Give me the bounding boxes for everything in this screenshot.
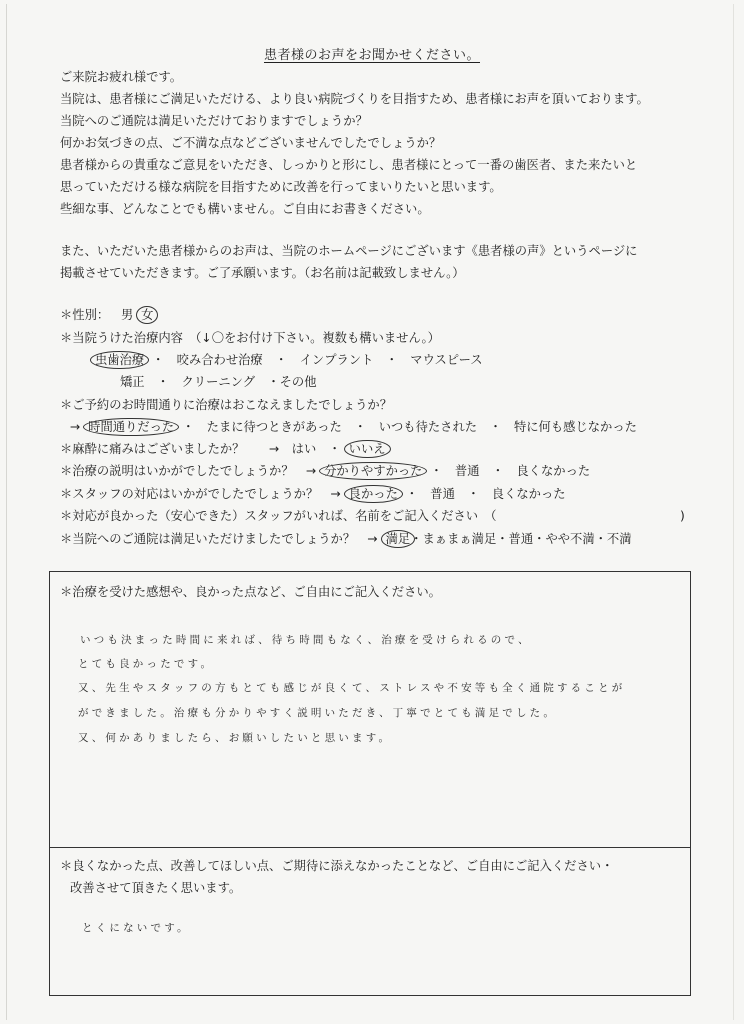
option-on-time-circled[interactable]: 時間通りだった: [83, 418, 179, 436]
intro-line: 何かお気づきの点、ご不満な点などございませんでしたでしょうか？: [60, 136, 442, 150]
handwritten-line: 又、先生やスタッフの方もとても感じが良くて、ストレスや不安等も全く通院することが: [78, 682, 626, 694]
intro-line: 些細な事、どんなことでも構いません。ご自由にお書きください。: [60, 202, 430, 216]
time-options: [70, 421, 637, 433]
arrow: →: [70, 420, 81, 434]
option-cavity-treatment-circled[interactable]: 虫歯治療: [90, 351, 149, 369]
question-time-label: ＊ご予約のお時間通りに治療はおこなえましたでしょうか？: [60, 398, 393, 412]
notice-line: また、いただいた患者様からのお声は、当院のホームページにございます《患者様の声》というページに: [60, 244, 638, 258]
improvements-box-title: ＊良くなかった点、改善してほしい点、ご期待に添えなかったことなど、ご自由にご記入ください・: [60, 859, 614, 873]
handwritten-line: 又、何かありましたら、お願いしたいと思います。: [78, 732, 393, 744]
question-label: ＊治療の説明はいかがでしたでしょうか？ →: [60, 464, 317, 478]
question-pain: [60, 443, 386, 455]
question-satisfaction: [60, 533, 632, 545]
question-label: ＊当院へのご通院は満足いただけましたでしょうか？ →: [60, 532, 378, 546]
option-no-circled[interactable]: いいえ: [344, 440, 391, 458]
treatment-options-row1: [95, 354, 483, 366]
notice-line: 掲載させていただきます。ご了承願います。（お名前は記載致しません。）: [60, 266, 465, 280]
question-staff-name: [60, 510, 497, 522]
staff-options-rest: ・ 普通 ・ 良くなかった: [405, 487, 566, 501]
option-male[interactable]: 男: [120, 308, 134, 322]
question-label: ＊スタッフの対応はいかがでしたでしょうか？ →: [60, 487, 341, 501]
time-options-rest: ・ たまに待つときがあった ・ いつも待たされた ・ 特に何も感じなかった: [182, 420, 637, 434]
question-label: ＊麻酔に痛みはございましたか？ → はい ・: [60, 442, 341, 456]
question-gender: [60, 309, 153, 321]
explanation-options-rest: ・ 普通 ・ 良くなかった: [430, 464, 591, 478]
option-female-circled[interactable]: 女: [136, 306, 158, 324]
option-good-circled[interactable]: 良かった: [344, 485, 403, 503]
intro-line: 当院は、患者様にご満足いただける、より良い病院づくりを目指すため、患者様にお声を頂いております。: [60, 92, 649, 106]
intro-line: ご来院お疲れ様です。: [60, 70, 182, 84]
question-staff: [60, 488, 566, 500]
staff-name-close-paren: ): [680, 509, 685, 523]
intro-line: 患者様からの貴重なご意見をいただき、しっかりと形にし、患者様にとって一番の歯医者、また来たいと: [60, 158, 638, 172]
intro-line: 当院へのご通院は満足いただけておりますでしょうか？: [60, 114, 368, 128]
intro-line: 思っていただける様な病院を目指すために改善を行ってまいりたいと思います。: [60, 180, 502, 194]
question-label: ＊性別：: [60, 308, 110, 322]
satisfaction-options-rest: ・まぁまぁ満足・普通・やや不満・不満: [410, 532, 632, 546]
question-treatment-label: ＊当院うけた治療内容 （↓〇をお付け下さい。複数も構いません。）: [60, 331, 440, 345]
page-title: 患者様のお声をお聞かせください。: [263, 48, 480, 63]
improvements-box-title-line2: 改善させて頂きたく思います。: [70, 881, 242, 895]
treatment-options-row2: 矯正 ・ クリーニング ・その他: [120, 375, 317, 389]
question-explanation: [60, 465, 590, 477]
question-label: ＊対応が良かった（安心できた）スタッフがいれば、名前をご記入ください （: [60, 509, 497, 523]
handwritten-answer: とくにないです。: [82, 922, 191, 934]
impressions-box-title: ＊治療を受けた感想や、良かった点など、ご自由にご記入ください。: [60, 585, 441, 599]
handwritten-line: とても良かったです。: [78, 658, 215, 670]
impressions-box[interactable]: [49, 571, 691, 848]
handwritten-line: ができました。治療も分かりやすく説明いただき、丁寧でとても満足でした。: [78, 707, 558, 719]
option-easy-to-understand-circled[interactable]: 分かりやすかった: [319, 462, 427, 480]
option-satisfied-circled[interactable]: 満足: [381, 530, 416, 548]
treatment-options-rest: ・ 咬み合わせ治療 ・ インプラント ・ マウスピース: [152, 353, 483, 367]
handwritten-line: いつも決まった時間に来れば、待ち時間もなく、治療を受けられるので、: [80, 634, 532, 646]
improvements-box[interactable]: [49, 848, 691, 996]
